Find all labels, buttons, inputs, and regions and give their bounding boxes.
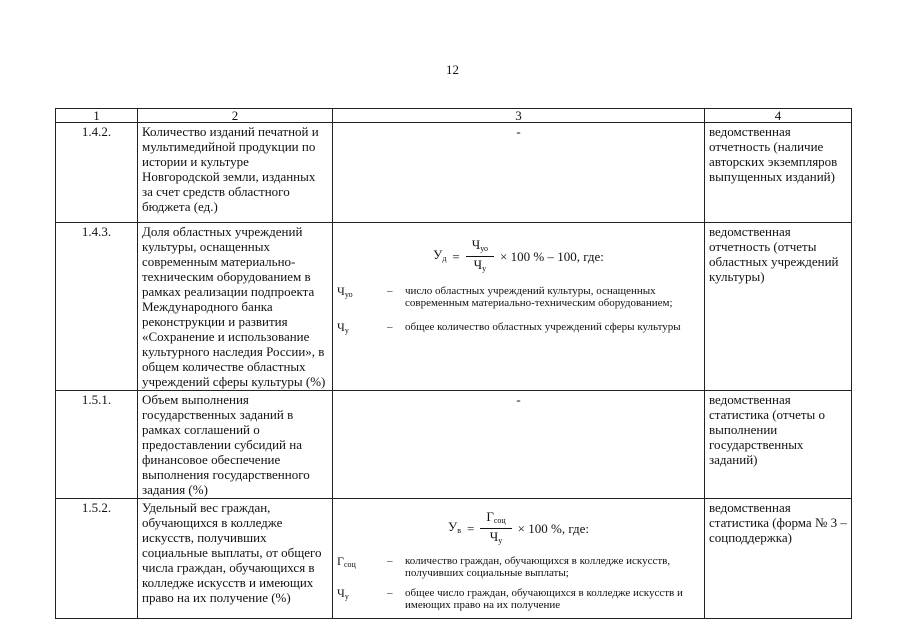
row-number: 1.5.1. bbox=[56, 391, 138, 499]
legend-item: $Ч_у$ – общее количество областных учреждений сферы культуры bbox=[337, 320, 681, 335]
header-col-2: 2 bbox=[138, 109, 333, 123]
table-row bbox=[56, 123, 852, 223]
legend-item: $Ч_{уо}$ – число областных учреждений культуры, оснащенных современным материально-техническим оборудованием; bbox=[337, 284, 673, 309]
source-text: ведомственная отчетность (отчеты областных учреждений культуры) bbox=[705, 223, 852, 391]
legend-item: $Ч_у$ – общее число граждан, обучающихся в колледже искусств и имеющих право на их получение bbox=[337, 586, 683, 611]
method-cell bbox=[333, 499, 705, 619]
method-cell bbox=[333, 123, 705, 223]
formula bbox=[337, 510, 700, 547]
formula-legend bbox=[337, 555, 700, 611]
formula-equals: = bbox=[452, 249, 460, 264]
indicator-text: Объем выполнения государственных заданий в рамках соглашений о предоставлении субсидий на финансовое обеспечение выполнения государственного задания (%) bbox=[138, 391, 333, 499]
formula-lhs: $У_д$ bbox=[433, 247, 447, 263]
formula-tail: × 100 % – 100, где: bbox=[500, 249, 604, 264]
indicator-text: Доля областных учреждений культуры, оснащенных современным материально-техническим оборудованием в рамках реализации подпроекта Международного банка реконструкции и развития «Сохранение и использование культурного наследия России», в общем количестве областных учреждений сферы культуры (%) bbox=[138, 223, 333, 391]
method-dash: - bbox=[516, 392, 521, 407]
formula-legend bbox=[337, 285, 700, 337]
header-col-3: 3 bbox=[333, 109, 705, 123]
formula bbox=[337, 238, 700, 275]
source-text: ведомственная статистика (форма № 3 – соцподдержка) bbox=[705, 499, 852, 619]
indicator-text: Количество изданий печатной и мультимедийной продукции по истории и культуре Новгородской земли, изданных за счет средств областного бюджета (ед.) bbox=[138, 123, 333, 223]
legend-item: $Г_{соц}$ – количество граждан, обучающихся в колледже искусств, получивших социальные выплаты; bbox=[337, 554, 671, 579]
method-cell bbox=[333, 391, 705, 499]
formula-tail: × 100 %, где: bbox=[517, 521, 590, 536]
row-number: 1.4.2. bbox=[56, 123, 138, 223]
method-cell bbox=[333, 223, 705, 391]
source-text: ведомственная статистика (отчеты о выполнении государственных заданий) bbox=[705, 391, 852, 499]
indicator-text: Удельный вес граждан, обучающихся в колледже искусств, получивших социальные выплаты, от общего числа граждан, обучающихся в колледже искусств и имеющих право на их получение (%) bbox=[138, 499, 333, 619]
table-row bbox=[56, 391, 852, 499]
formula-fraction: $\frac{Ч_{уо}}{Ч_у}$ bbox=[466, 238, 494, 275]
page-number: 12 bbox=[446, 62, 459, 77]
row-number: 1.4.3. bbox=[56, 223, 138, 391]
formula-lhs: $У_в$ bbox=[447, 519, 461, 535]
table-header-row bbox=[56, 109, 852, 123]
table-row bbox=[56, 223, 852, 391]
header-col-4: 4 bbox=[705, 109, 852, 123]
table-row bbox=[56, 499, 852, 619]
method-dash: - bbox=[516, 124, 521, 139]
row-number: 1.5.2. bbox=[56, 499, 138, 619]
header-col-1: 1 bbox=[56, 109, 138, 123]
indicators-table bbox=[55, 108, 852, 619]
formula-fraction: $\frac{Г_{соц}}{Ч_у}$ bbox=[480, 510, 511, 547]
source-text: ведомственная отчетность (наличие авторских экземпляров выпущенных изданий) bbox=[705, 123, 852, 223]
formula-equals: = bbox=[466, 521, 475, 536]
